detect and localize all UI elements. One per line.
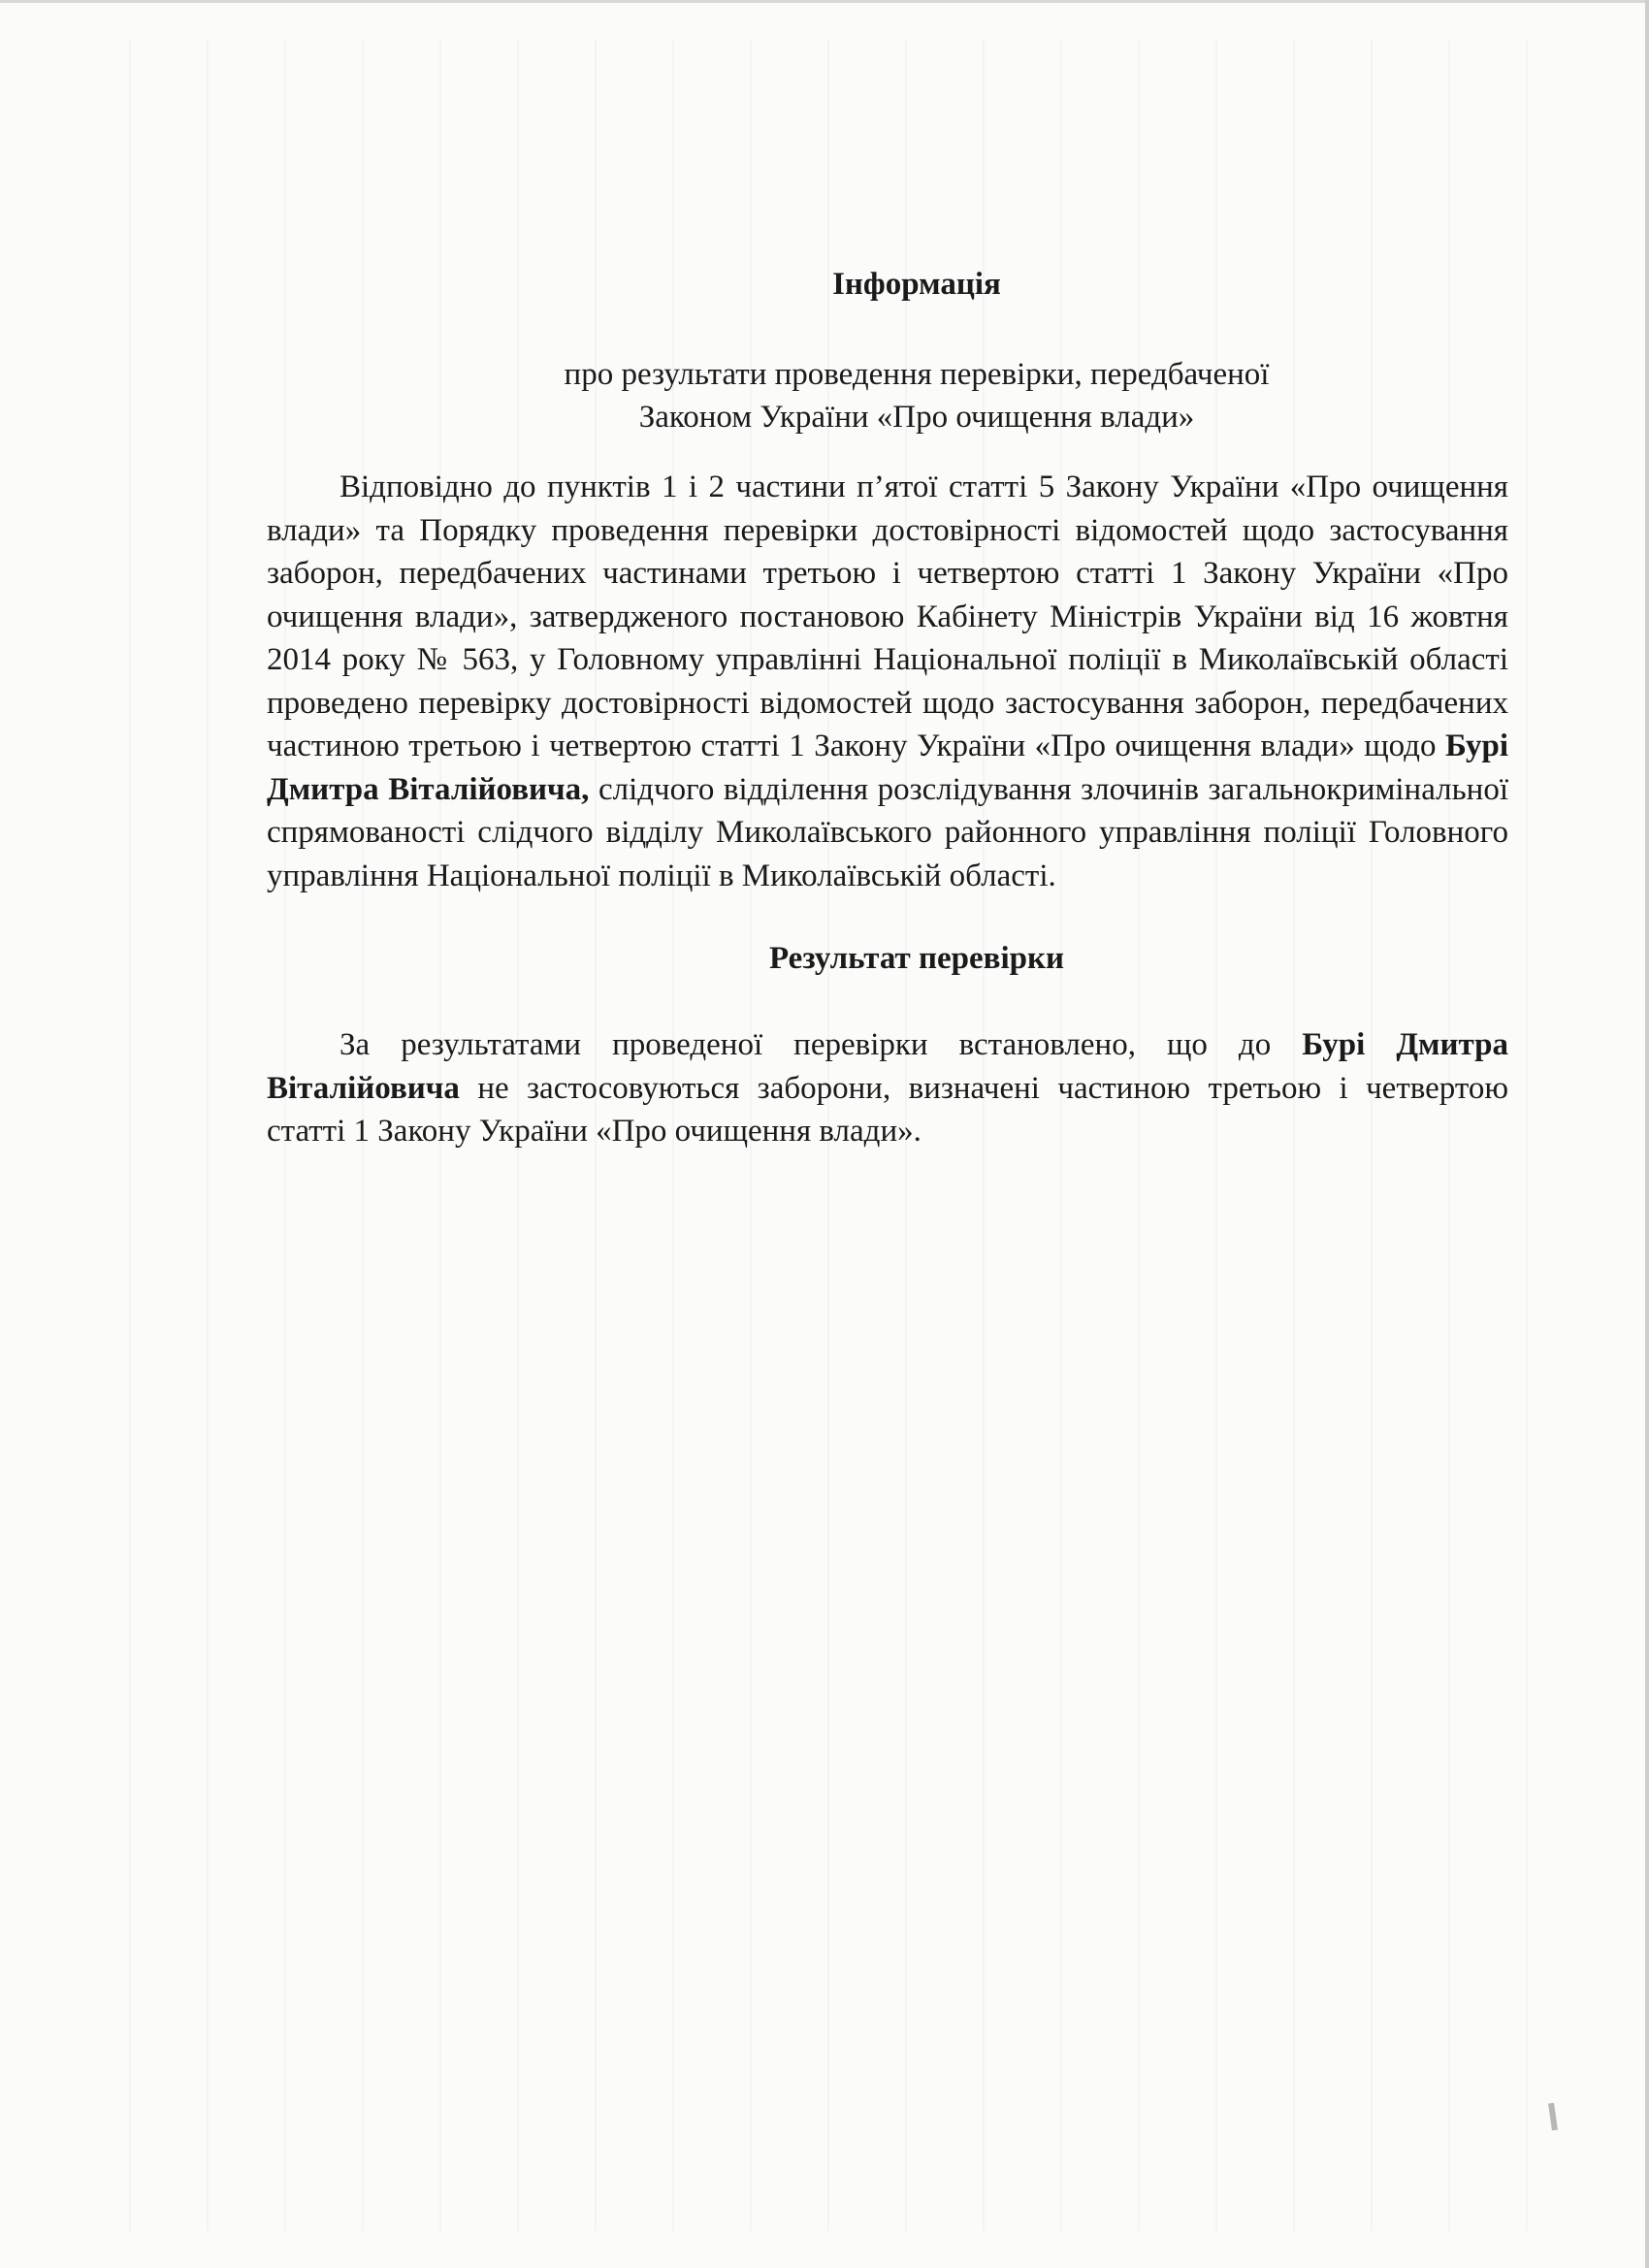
document-body [267, 260, 1508, 1153]
paragraph-result [267, 1023, 1508, 1153]
section-title-result: Результат перевірки [768, 941, 1065, 976]
scan-edge-right [1645, 0, 1649, 2268]
paragraph-basis-text: Відповідно до пунктів 1 і 2 частини п’ятої статті 5 Закону України «Про очищення влади» та Порядку проведення перевірки достовірності відомостей щодо застосування заборон, передбачених частинами третьою і четвертою статті 1 Закону України «Про очищення влади», затвердженого постановою Кабінету Міністрів України від 16 жовтня 2014 року № 563, у Головному управлінні Національної поліції в Миколаївській області проведено перевірку достовірності відомостей щодо застосування заборон, передбачених частиною третьою і четвертою статті 1 Закону України «Про очищення влади» щодо [267, 470, 1508, 763]
person-name: Бурі Дмитра Віталійовича, [267, 729, 1509, 807]
paragraph-basis-position: слідчого відділення розслідування злочинів загальнокримінальної спрямованості слідчого відділу Миколаївського районного управління поліції Головного управління Національної поліції в Миколаївській області. [267, 771, 1508, 893]
scan-edge-top [0, 0, 1649, 3]
paragraph-result-conclusion: не застосовуються заборони, визначені частиною третьою і четвертою статті 1 Закону України «Про очищення влади». [267, 1070, 1508, 1149]
document-subtitle [267, 353, 1508, 438]
paragraph-basis [267, 466, 1508, 897]
document-title: Інформація [832, 267, 1001, 302]
subtitle-line-2: Законом України «Про очищення влади» [638, 400, 1195, 435]
subtitle-line-1: про результати проведення перевірки, передбаченої [564, 357, 1270, 392]
scan-speck [1548, 2103, 1558, 2131]
person-name-result: Бурі Дмитра Віталійовича [267, 1027, 1509, 1106]
paragraph-result-text: За результатами проведеної перевірки встановлено, що до [340, 1027, 1272, 1062]
